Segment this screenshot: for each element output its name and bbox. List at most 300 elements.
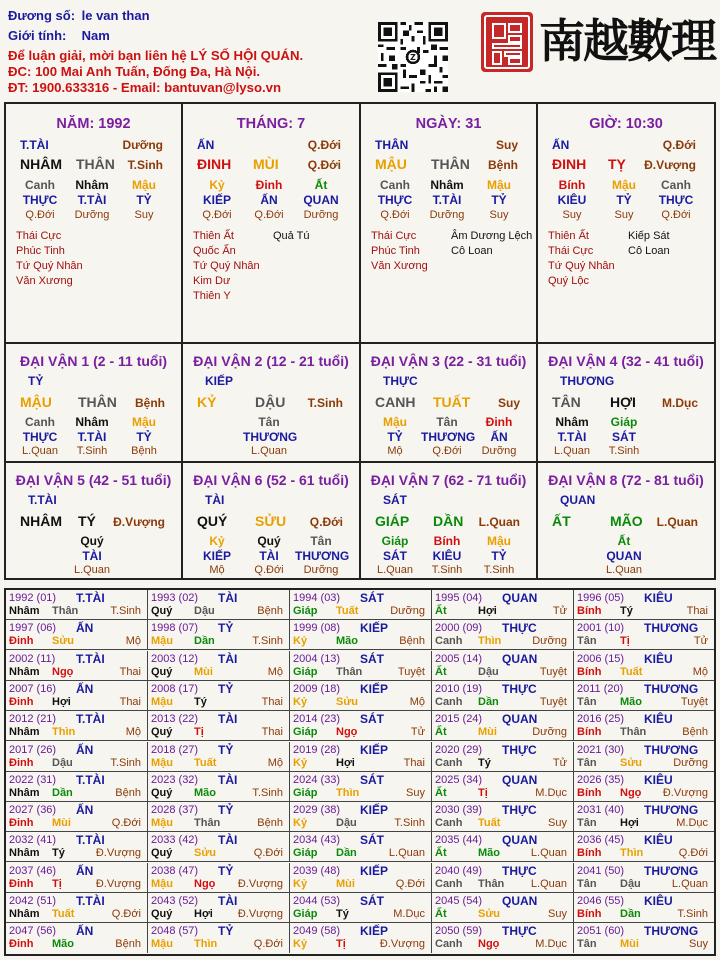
year-label: 2036 (45) — [577, 834, 625, 847]
year-cell[interactable] — [6, 923, 148, 953]
dai-van-hidden-stem: Mậu — [132, 415, 156, 429]
year-ten-god: THƯƠNG — [644, 924, 699, 939]
year-label: 2014 (23) — [293, 713, 341, 726]
pillar-phase: Suy — [495, 138, 518, 152]
year-phase: Dưỡng — [532, 635, 567, 648]
year-phase: Thai — [119, 695, 141, 708]
year-cell[interactable] — [574, 711, 714, 741]
star-name: Tứ Quý Nhân — [16, 260, 83, 272]
year-label: 2044 (53) — [293, 895, 341, 907]
hidden-stem: Canh — [25, 178, 55, 192]
pillar-title: GIỜ: 10:30 — [589, 116, 663, 132]
dai-van-hidden-stem: Kỷ — [209, 534, 225, 548]
dai-van-hidden-god: TỶ — [491, 549, 507, 563]
year-stem: Mậu — [151, 695, 173, 708]
dai-van-branch: THÂN — [78, 394, 117, 410]
year-label: 2019 (28) — [293, 743, 341, 756]
year-cell[interactable] — [6, 711, 148, 741]
year-cell[interactable] — [432, 863, 574, 893]
year-ten-god: KIẾP — [360, 924, 389, 939]
year-branch: Sửu — [620, 756, 643, 769]
year-label: 2000 (09) — [435, 622, 483, 635]
hidden-phase: Suy — [134, 209, 154, 221]
year-phase: Bệnh — [115, 938, 141, 951]
pillar-cell[interactable] — [183, 104, 361, 344]
year-cell[interactable] — [148, 802, 290, 832]
year-label: 2012 (21) — [9, 713, 57, 726]
year-stem: Canh — [435, 877, 463, 890]
pillar-ten-god: T.TÀI — [20, 138, 49, 152]
year-branch: Mùi — [194, 665, 213, 678]
year-branch: Hợi — [620, 817, 639, 830]
year-ten-god: THƯƠNG — [644, 681, 699, 696]
year-phase: Tử — [552, 756, 567, 769]
year-cell[interactable] — [6, 651, 148, 681]
year-ten-god: TỶ — [218, 803, 234, 818]
year-cell[interactable] — [432, 711, 574, 741]
year-label: 2015 (24) — [435, 713, 483, 726]
year-cell[interactable] — [574, 893, 714, 923]
year-stem: Tân — [577, 817, 597, 830]
dai-van-cell[interactable] — [183, 463, 361, 580]
year-phase: Đ.Vượng — [237, 908, 283, 920]
year-stem: Giáp — [293, 726, 318, 739]
dai-van-phase: Bệnh — [135, 396, 165, 410]
year-stem: Nhâm — [9, 605, 40, 617]
pillar-cell[interactable] — [538, 104, 714, 344]
year-label: 1998 (07) — [151, 622, 199, 635]
year-label: 2032 (41) — [9, 834, 57, 847]
pillar-heaven-stem: MẬU — [375, 156, 407, 172]
year-label: 2030 (39) — [435, 804, 483, 817]
logo-char-4: 理 — [671, 14, 717, 68]
year-phase: Q.Đới — [395, 877, 425, 890]
year-cell[interactable] — [6, 681, 148, 711]
year-ten-god: KIÊU — [644, 591, 673, 605]
year-cell[interactable] — [6, 590, 148, 620]
year-cell[interactable] — [432, 802, 574, 832]
star-name: Quý Lộc — [548, 275, 589, 287]
year-cell[interactable] — [6, 620, 148, 650]
logo-char-1: 南 — [539, 14, 585, 68]
year-stem: Nhâm — [9, 786, 40, 799]
year-cell[interactable] — [290, 832, 432, 862]
year-cell[interactable] — [432, 651, 574, 681]
dai-van-hidden-god: THƯƠNG — [421, 430, 476, 444]
year-branch: Ngọ — [620, 786, 642, 799]
year-cell[interactable] — [574, 742, 714, 772]
year-label: 2021 (30) — [577, 743, 625, 756]
year-stem: Bính — [577, 605, 602, 617]
year-branch: Thìn — [620, 847, 644, 860]
year-cell[interactable] — [432, 772, 574, 802]
qr-code-icon[interactable] — [378, 22, 448, 92]
year-cell[interactable] — [148, 711, 290, 741]
dai-van-title: ĐẠI VẬN 5 (42 - 51 tuổi) — [15, 472, 172, 488]
year-branch: Tý — [194, 695, 207, 708]
year-cell[interactable] — [290, 893, 432, 923]
year-cell[interactable] — [6, 893, 148, 923]
year-cell[interactable] — [574, 802, 714, 832]
year-cell[interactable] — [6, 863, 148, 893]
year-phase: Tuyệt — [397, 665, 425, 678]
year-branch: Dậu — [478, 665, 499, 678]
dai-van-hidden-god: THỰC — [22, 430, 58, 444]
year-cell[interactable] — [6, 802, 148, 832]
hidden-stem: Bính — [558, 178, 586, 192]
year-phase: Tuyệt — [680, 695, 708, 708]
pillar-earth-branch: MÙI — [253, 156, 279, 172]
year-cell[interactable] — [290, 742, 432, 772]
hidden-ten-god: KIẾP — [202, 193, 231, 207]
year-cell[interactable] — [432, 590, 574, 620]
year-phase: Mộ — [267, 756, 283, 769]
year-phase: Đ.Vượng — [662, 786, 708, 799]
hidden-stem: Kỷ — [209, 178, 225, 192]
year-branch: Thìn — [478, 635, 502, 648]
hidden-phase: Q.Đới — [254, 209, 284, 221]
year-cell[interactable] — [6, 772, 148, 802]
dai-van-hidden-phase: T.Sinh — [431, 564, 463, 576]
star-name: Tứ Quý Nhân — [193, 260, 260, 272]
year-stem: Kỷ — [293, 635, 308, 648]
year-branch: Tuất — [194, 756, 217, 769]
year-ten-god: KIÊU — [644, 894, 673, 908]
year-branch: Mùi — [478, 726, 497, 739]
year-phase: Bệnh — [682, 726, 708, 739]
dai-van-hidden-stem: Mậu — [487, 534, 511, 548]
year-cell[interactable] — [148, 651, 290, 681]
year-cell[interactable] — [290, 923, 432, 953]
year-label: 2026 (35) — [577, 773, 625, 786]
year-branch: Thân — [194, 817, 221, 830]
dai-van-stem: TÂN — [552, 394, 581, 410]
dai-van-hidden-god: TÀI — [259, 549, 279, 563]
year-label: 2048 (57) — [151, 925, 199, 938]
dai-van-stem: NHÂM — [20, 513, 62, 529]
dai-van-phase: Q.Đới — [309, 515, 343, 529]
year-phase: T.Sinh — [252, 786, 283, 799]
hidden-ten-god: TỶ — [136, 193, 152, 207]
year-stem: Ất — [435, 847, 447, 860]
year-phase: Q.Đới — [111, 908, 141, 920]
year-ten-god: TÀI — [218, 712, 238, 727]
year-cell[interactable] — [290, 772, 432, 802]
dai-van-hidden-god: KIẾP — [202, 549, 231, 563]
hidden-phase: Dưỡng — [74, 209, 110, 221]
dai-van-stem: KỶ — [197, 394, 217, 410]
gender-line — [8, 26, 378, 46]
dai-van-ten-god: TỶ — [28, 374, 44, 388]
dai-van-phase: T.Sinh — [307, 396, 343, 410]
year-stem: Mậu — [151, 756, 173, 769]
year-cell[interactable] — [574, 923, 714, 953]
year-branch: Tuất — [620, 665, 643, 678]
dai-van-hidden-phase: T.Sinh — [76, 445, 108, 457]
year-label: 1994 (03) — [293, 592, 341, 604]
year-stem: Quý — [151, 665, 173, 678]
svg-text:Z: Z — [410, 53, 416, 63]
year-phase: Tử — [410, 726, 425, 739]
year-stem: Bính — [577, 665, 602, 678]
hidden-stem: Canh — [380, 178, 410, 192]
year-stem: Bính — [577, 786, 602, 799]
star-name: Âm Dương Lệch — [451, 230, 533, 242]
dai-van-phase: L.Quan — [478, 515, 520, 529]
dai-van-title: ĐẠI VẬN 4 (32 - 41 tuổi) — [548, 353, 704, 369]
dai-van-title: ĐẠI VẬN 6 (52 - 61 tuổi) — [193, 472, 349, 488]
year-ten-god: SÁT — [360, 772, 384, 787]
year-branch: Dậu — [336, 817, 357, 830]
star-name: Quả Tú — [273, 230, 310, 242]
year-branch: Dần — [336, 847, 357, 860]
year-ten-god: TỶ — [218, 924, 234, 939]
year-ten-god: QUAN — [502, 833, 538, 848]
year-branch: Sửu — [336, 695, 359, 708]
dai-van-hidden-phase: Mộ — [387, 445, 403, 457]
year-phase: L.Quan — [671, 877, 708, 890]
year-stem: Nhâm — [9, 908, 40, 920]
year-cell[interactable] — [290, 711, 432, 741]
year-branch: Thìn — [52, 726, 76, 739]
dai-van-cell[interactable] — [538, 344, 714, 463]
year-phase: Đ.Vượng — [379, 938, 425, 951]
year-ten-god: ẤN — [76, 803, 94, 818]
year-ten-god: THỰC — [502, 742, 537, 757]
year-ten-god: ẤN — [76, 681, 94, 696]
dai-van-cell[interactable] — [361, 463, 538, 580]
dai-van-branch: HỢI — [610, 394, 636, 410]
hidden-ten-god: ẤN — [260, 193, 278, 207]
year-cell[interactable] — [432, 923, 574, 953]
year-branch: Mùi — [620, 938, 639, 951]
contact-phone-email: ĐT: 1900.633316 - Email: bantuvan@lyso.vn — [8, 80, 282, 95]
dai-van-hidden-god: TÀI — [82, 549, 102, 563]
year-cell[interactable] — [148, 620, 290, 650]
year-stem: Giáp — [293, 605, 318, 617]
year-label: 2010 (19) — [435, 682, 483, 695]
year-ten-god: ẤN — [76, 621, 94, 636]
pillar-branch-phase: Đ.Vượng — [644, 158, 696, 172]
year-branch: Hợi — [52, 695, 71, 708]
year-cell[interactable] — [574, 772, 714, 802]
pillar-title: NĂM: 1992 — [56, 116, 131, 132]
year-branch: Thìn — [194, 938, 218, 951]
year-branch: Mão — [194, 786, 216, 799]
year-ten-god: KIÊU — [644, 712, 673, 727]
chart-header — [8, 6, 378, 96]
year-ten-god: T.TÀI — [76, 591, 105, 605]
year-cell[interactable] — [148, 681, 290, 711]
year-stem: Đinh — [9, 817, 34, 830]
year-stem: Mậu — [151, 938, 173, 951]
year-cell[interactable] — [290, 590, 432, 620]
year-ten-god: SÁT — [360, 591, 384, 605]
year-branch: Dần — [194, 635, 215, 648]
year-stem: Tân — [577, 756, 597, 769]
year-cell[interactable] — [290, 802, 432, 832]
year-phase: Q.Đới — [111, 817, 141, 830]
year-label: 2001 (10) — [577, 622, 625, 635]
year-cell[interactable] — [574, 832, 714, 862]
pillar-heaven-stem: ĐINH — [552, 156, 587, 172]
year-stem: Kỷ — [293, 938, 308, 951]
year-ten-god: THỰC — [502, 621, 537, 636]
year-label: 2042 (51) — [9, 895, 57, 907]
year-stem: Quý — [151, 786, 173, 799]
year-cell[interactable] — [148, 832, 290, 862]
year-phase: Suy — [406, 786, 425, 799]
year-branch: Hợi — [194, 908, 213, 920]
year-label: 2029 (38) — [293, 804, 341, 817]
year-label: 2037 (46) — [9, 864, 57, 877]
year-phase: T.Sinh — [110, 605, 141, 617]
year-branch: Mão — [478, 847, 500, 860]
year-branch: Thân — [620, 726, 647, 739]
year-cell[interactable] — [574, 863, 714, 893]
year-phase: Thai — [261, 726, 283, 739]
pillar-heaven-stem: ĐINH — [197, 156, 232, 172]
year-ten-god: T.TÀI — [76, 772, 105, 787]
dai-van-cell[interactable] — [538, 463, 714, 580]
year-cell[interactable] — [148, 590, 290, 620]
year-cell[interactable] — [6, 832, 148, 862]
dai-van-branch: SỬU — [255, 513, 287, 529]
year-cell[interactable] — [148, 772, 290, 802]
year-ten-god: THƯƠNG — [644, 863, 699, 878]
year-cell[interactable] — [148, 923, 290, 953]
dai-van-title: ĐẠI VẬN 7 (62 - 71 tuổi) — [370, 472, 527, 488]
year-cell[interactable] — [432, 832, 574, 862]
year-label: 2031 (40) — [577, 804, 625, 817]
year-cell[interactable] — [432, 893, 574, 923]
year-cell[interactable] — [574, 620, 714, 650]
year-cell[interactable] — [290, 620, 432, 650]
year-stem: Giáp — [293, 665, 318, 678]
dai-van-cell[interactable] — [183, 344, 361, 463]
year-cell[interactable] — [148, 863, 290, 893]
dai-van-hidden-stem: Đinh — [485, 415, 513, 429]
year-stem: Bính — [577, 726, 602, 739]
dai-van-phase: L.Quan — [656, 515, 698, 529]
hidden-ten-god: TỶ — [491, 193, 507, 207]
year-ten-god: THỰC — [502, 803, 537, 818]
year-stem: Canh — [435, 635, 463, 648]
star-name: Cô Loan — [451, 245, 493, 257]
year-ten-god: QUAN — [502, 651, 538, 666]
year-stem: Đinh — [9, 756, 34, 769]
dai-van-ten-god: T.TÀI — [28, 493, 57, 507]
pillar-branch-phase: Q.Đới — [307, 158, 341, 172]
year-phase: Q.Đới — [253, 938, 283, 951]
hidden-stem: Canh — [661, 178, 691, 192]
year-cell[interactable] — [574, 651, 714, 681]
year-branch: Dần — [620, 908, 641, 920]
year-stem: Ất — [435, 786, 447, 799]
year-cell[interactable] — [290, 681, 432, 711]
year-cell[interactable] — [432, 620, 574, 650]
year-label: 2013 (22) — [151, 713, 199, 726]
dai-van-stem: GIÁP — [375, 513, 410, 529]
year-cell[interactable] — [574, 681, 714, 711]
year-branch: Ngọ — [194, 877, 216, 890]
pillar-earth-branch: TỴ — [608, 156, 626, 172]
year-label: 2028 (37) — [151, 804, 199, 817]
dai-van-cell[interactable] — [361, 344, 538, 463]
year-label: 2024 (33) — [293, 773, 341, 786]
year-cell[interactable] — [148, 893, 290, 923]
star-name: Phúc Tinh — [371, 245, 420, 257]
hidden-ten-god: THỰC — [22, 193, 58, 207]
year-ten-god: THỰC — [502, 681, 537, 696]
year-stem: Tân — [577, 877, 597, 890]
year-label: 2034 (43) — [293, 834, 341, 847]
star-name: Thái Cực — [16, 230, 62, 242]
year-stem: Nhâm — [9, 665, 40, 678]
year-ten-god: TÀI — [218, 772, 238, 787]
year-ten-god: TÀI — [218, 591, 238, 605]
dai-van-hidden-phase: Dưỡng — [303, 564, 339, 576]
year-label: 1999 (08) — [293, 622, 341, 635]
hidden-ten-god: THỰC — [377, 193, 413, 207]
year-cell[interactable] — [290, 863, 432, 893]
year-label: 2006 (15) — [577, 652, 625, 665]
dai-van-cell[interactable] — [6, 344, 183, 463]
year-stem: Mậu — [151, 877, 173, 890]
year-phase: Tuyệt — [539, 665, 567, 678]
dai-van-hidden-stem: Nhâm — [75, 415, 109, 429]
year-cell[interactable] — [290, 651, 432, 681]
year-stem: Mậu — [151, 817, 173, 830]
year-label: 1996 (05) — [577, 592, 625, 604]
year-cell[interactable] — [574, 590, 714, 620]
year-stem: Kỷ — [293, 817, 308, 830]
hidden-stem: Nhâm — [75, 178, 109, 192]
year-cell[interactable] — [432, 742, 574, 772]
hidden-phase: Suy — [489, 209, 509, 221]
pillar-cell[interactable] — [361, 104, 538, 344]
pillar-heaven-stem: NHÂM — [20, 156, 62, 172]
year-cell[interactable] — [148, 742, 290, 772]
year-phase: Suy — [689, 938, 708, 951]
dai-van-title: ĐẠI VẬN 2 (12 - 21 tuổi) — [193, 353, 349, 369]
year-stem: Tân — [577, 635, 597, 648]
dai-van-branch: TÝ — [78, 513, 96, 529]
year-phase: T.Sinh — [110, 756, 141, 769]
year-cell[interactable] — [6, 742, 148, 772]
year-cell[interactable] — [432, 681, 574, 711]
year-ten-god: T.TÀI — [76, 894, 105, 908]
year-phase: M.Dục — [535, 786, 567, 799]
dai-van-hidden-stem: Tân — [436, 415, 458, 429]
year-phase: Bệnh — [257, 605, 283, 617]
dai-van-hidden-god: SÁT — [612, 430, 636, 444]
year-ten-god: QUAN — [502, 772, 538, 787]
year-label: 1993 (02) — [151, 592, 199, 604]
pillar-cell[interactable] — [6, 104, 183, 344]
year-branch: Thìn — [336, 786, 360, 799]
year-branch: Tị — [620, 635, 630, 648]
year-stem: Quý — [151, 726, 173, 739]
dai-van-cell[interactable] — [6, 463, 183, 580]
year-branch: Thân — [336, 665, 363, 678]
year-label: 2041 (50) — [577, 864, 625, 877]
year-phase: Thai — [403, 756, 425, 769]
year-branch: Sửu — [478, 908, 501, 920]
year-label: 2038 (47) — [151, 864, 199, 877]
dai-van-phase: M.Dục — [662, 396, 698, 410]
year-ten-god: ẤN — [76, 863, 94, 878]
